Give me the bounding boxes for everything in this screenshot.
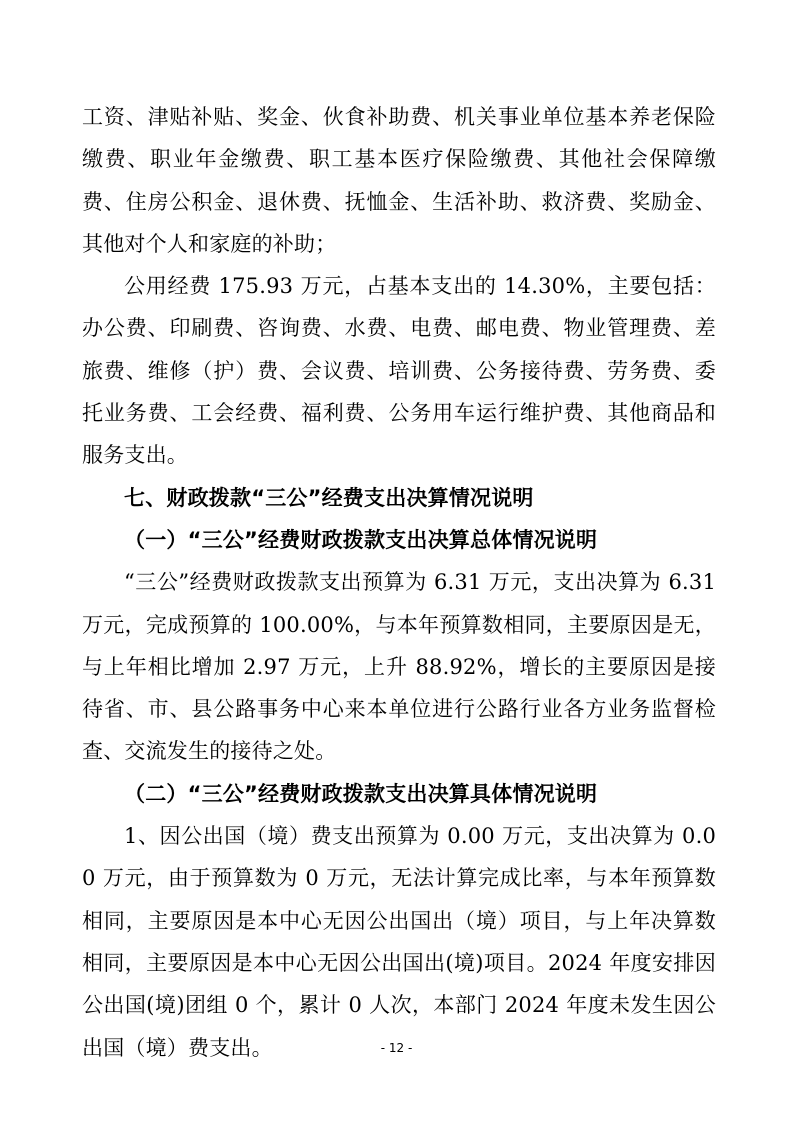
subsection-heading-specific: （二）“三公”经费财政拨款支出决算具体情况说明 xyxy=(124,781,598,806)
subsection-heading-overall: （一）“三公”经费财政拨款支出决算总体情况说明 xyxy=(124,527,598,552)
page-number: - 12 - xyxy=(380,1041,413,1055)
paragraph-personnel-expenses-continued: 工资、津贴补贴、奖金、伙食补助费、机关事业单位基本养老保险缴费、职业年金缴费、职工基本医疗保险缴费、其他社会保障缴费、住房公积金、退休费、抚恤金、生活补助、救济费、奖励金、其他对个人和家庭的补助； xyxy=(82,105,716,256)
paragraph-overall-description: “三公”经费财政拨款支出预算为 6.31 万元，支出决算为 6.31 万元，完成预算的 100.00%，与本年预算数相同，主要原因是无，与上年相比增加 2.97 万元，上升 88.92%，增长的主要原因是接待省、市、县公路事务中心来本单位进行公路行业各方业务监督检查、交流发生的接待之处。 xyxy=(82,570,716,764)
section-heading-three-public-expenses: 七、财政拨款“三公”经费支出决算情况说明 xyxy=(124,485,534,510)
document-body xyxy=(82,96,716,1069)
paragraph-overseas-travel: 1、因公出国（境）费支出预算为 0.00 万元，支出决算为 0.00 万元，由于预算数为 0 万元，无法计算完成比率，与本年预算数相同，主要原因是本中心无因公出国出（境）项目，与上年决算数相同，主要原因是本中心无因公出国出(境)项目。2024 年度安排因公出国(境)团组 0 个，累计 0 人次，本部门 2024 年度未发生因公出国（境）费支出。 xyxy=(82,824,716,1060)
paragraph-public-expenses: 公用经费 175.93 万元，占基本支出的 14.30%，主要包括：办公费、印刷费、咨询费、水费、电费、邮电费、物业管理费、差旅费、维修（护）费、会议费、培训费、公务接待费、劳务费、委托业务费、工会经费、福利费、公务用车运行维护费、其他商品和服务支出。 xyxy=(82,274,716,468)
